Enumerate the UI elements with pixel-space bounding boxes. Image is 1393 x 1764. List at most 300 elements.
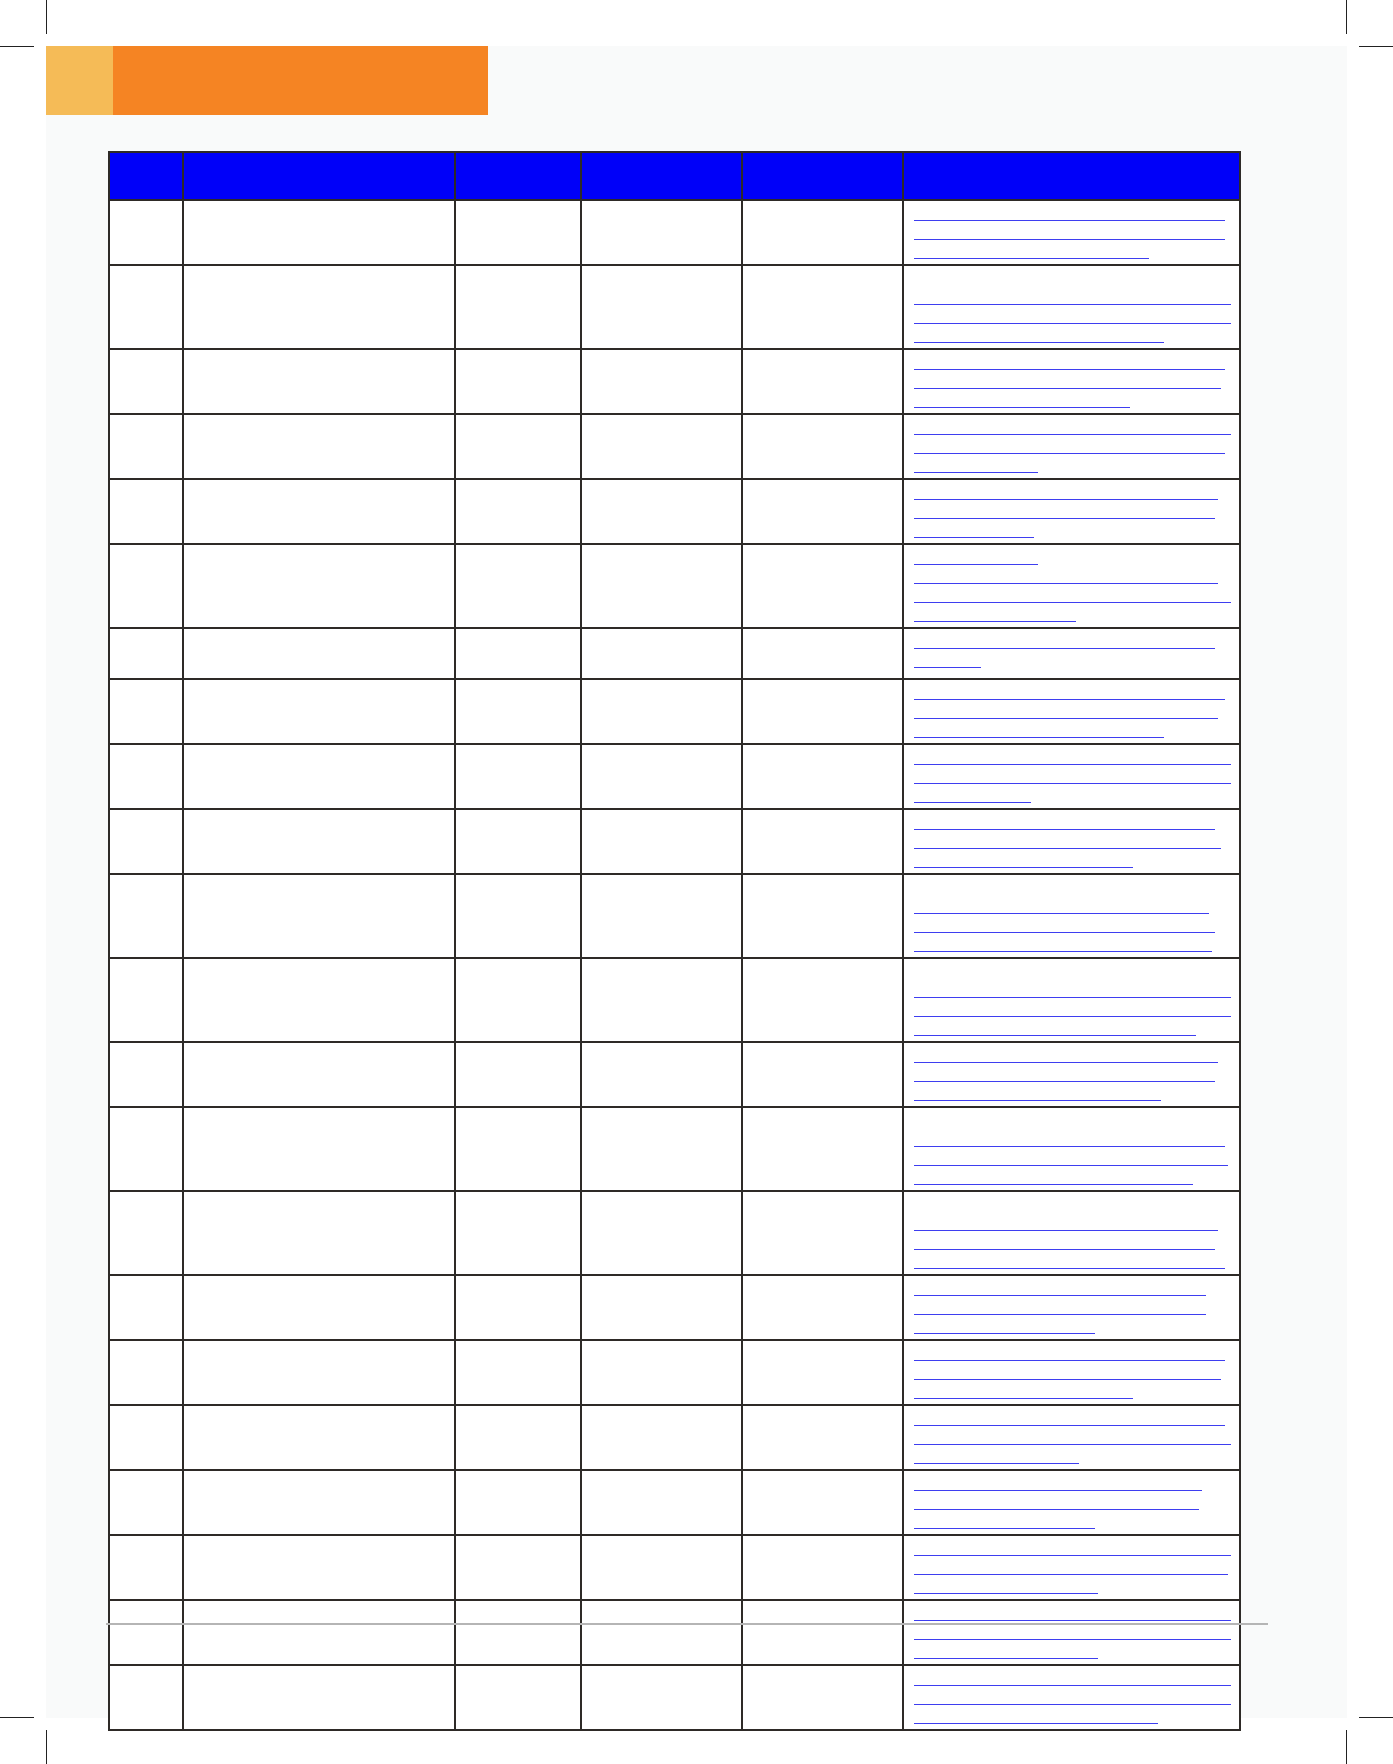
table-cell [742,1275,903,1340]
link-underline [914,802,1031,803]
table-cell [455,874,581,958]
crop-mark [1346,0,1347,34]
link-cell[interactable] [903,744,1240,809]
link-cell[interactable] [903,1340,1240,1405]
link-underline [914,304,1231,305]
table-cell [455,1535,581,1600]
hyperlink[interactable] [914,505,1229,524]
document-page [46,46,1347,1718]
hyperlink[interactable] [914,375,1229,394]
hyperlink[interactable] [914,329,1229,348]
table-cell [183,1191,455,1275]
hyperlink[interactable] [914,356,1229,375]
table-cell [581,200,742,265]
hyperlink[interactable] [914,608,1229,627]
table-cell [742,1107,903,1191]
hyperlink[interactable] [914,1068,1229,1087]
hyperlink[interactable] [914,1645,1229,1664]
hyperlink[interactable] [914,459,1229,478]
table-cell [742,200,903,265]
link-underline [914,951,1212,952]
hyperlink[interactable] [914,1320,1229,1339]
table-cell [109,1275,183,1340]
table-row [109,200,1240,265]
column-header [903,152,1240,200]
hyperlink[interactable] [914,1477,1229,1496]
hyperlink[interactable] [914,1412,1229,1431]
hyperlink[interactable] [914,1385,1229,1404]
hyperlink[interactable] [914,1561,1229,1580]
crop-mark [0,46,34,47]
table-cell [109,1042,183,1107]
link-underline [914,323,1231,324]
link-underline [914,369,1225,370]
table-cell [183,479,455,544]
link-cell[interactable] [903,1600,1240,1665]
table-cell [109,479,183,544]
table-cell [455,349,581,414]
table-cell [109,1600,183,1665]
hyperlink[interactable] [914,835,1229,854]
table-cell [183,1405,455,1470]
link-underline [914,932,1215,933]
table-cell [109,349,183,414]
table-cell [183,1600,455,1665]
hyperlink[interactable] [914,291,1229,310]
table-cell [109,1107,183,1191]
section-header-bar [46,46,488,115]
table-cell [742,1665,903,1730]
table-cell [455,200,581,265]
table-cell [183,679,455,744]
link-underline [914,537,1034,538]
link-underline [914,1658,1098,1659]
table-cell [455,1107,581,1191]
table-cell [183,1107,455,1191]
hyperlink [914,1198,1229,1217]
hyperlink[interactable] [914,1347,1229,1366]
hyperlink[interactable] [914,1087,1229,1106]
table-cell [183,265,455,349]
link-underline [914,1230,1218,1231]
link-cell[interactable] [903,349,1240,414]
table-cell [581,874,742,958]
link-underline [914,1314,1206,1315]
hyperlink[interactable] [914,1496,1229,1515]
hyperlink[interactable] [914,570,1229,589]
table-cell [183,349,455,414]
hyperlink[interactable] [914,900,1229,919]
table-row [109,414,1240,479]
hyperlink[interactable] [914,919,1229,938]
table-cell [183,414,455,479]
table-row [109,628,1240,679]
link-cell[interactable] [903,544,1240,628]
link-cell[interactable] [903,414,1240,479]
link-cell[interactable] [903,679,1240,744]
table-row [109,1275,1240,1340]
link-cell[interactable] [903,479,1240,544]
table-cell [183,958,455,1042]
link-underline [914,737,1164,738]
hyperlink[interactable] [914,654,1229,673]
link-underline [914,1379,1221,1380]
link-cell[interactable] [903,1405,1240,1470]
hyperlink[interactable] [914,1282,1229,1301]
link-underline [914,1704,1231,1705]
link-underline [914,388,1221,389]
link-underline [914,518,1215,519]
table-cell [455,744,581,809]
link-underline [914,1444,1231,1445]
table-cell [742,1470,903,1535]
table-cell [109,744,183,809]
link-underline [914,1184,1193,1185]
table-cell [455,1600,581,1665]
table-cell [581,1340,742,1405]
table-cell [581,544,742,628]
table-cell [581,1191,742,1275]
hyperlink[interactable] [914,440,1229,459]
link-underline [914,602,1231,603]
table-cell [581,1275,742,1340]
link-underline [914,1295,1206,1296]
hyperlink[interactable] [914,751,1229,770]
table-cell [581,1405,742,1470]
link-underline [914,1333,1095,1334]
column-header [183,152,455,200]
table-cell [742,265,903,349]
hyperlink[interactable] [914,310,1229,329]
crop-mark [0,1717,34,1718]
link-underline [914,997,1231,998]
link-underline [914,1490,1202,1491]
table-cell [581,1535,742,1600]
link-underline [914,1081,1215,1082]
table-cell [581,1042,742,1107]
hyperlink[interactable] [914,816,1229,835]
link-underline [914,667,981,668]
table-cell [109,809,183,874]
link-underline [914,1165,1228,1166]
column-header [581,152,742,200]
hyperlink[interactable] [914,1515,1229,1534]
hyperlink[interactable] [914,705,1229,724]
link-underline [914,1509,1199,1510]
table-cell [581,679,742,744]
link-underline [914,1035,1196,1036]
table-cell [455,679,581,744]
table-cell [109,1191,183,1275]
hyperlink[interactable] [914,1626,1229,1645]
table-cell [183,200,455,265]
table-row [109,479,1240,544]
link-underline [914,1146,1225,1147]
link-underline [914,1639,1231,1640]
hyperlink[interactable] [914,524,1229,543]
table-cell [109,679,183,744]
table-cell [742,874,903,958]
table-cell [742,1340,903,1405]
link-underline [914,718,1218,719]
hyperlink[interactable] [914,394,1229,413]
hyperlink[interactable] [914,1171,1229,1190]
table-cell [455,479,581,544]
table-cell [455,1042,581,1107]
resource-table [108,151,1241,1731]
table-row [109,1535,1240,1600]
table-cell [581,1470,742,1535]
table-cell [742,349,903,414]
table-cell [581,349,742,414]
link-cell[interactable] [903,1191,1240,1275]
link-underline [914,239,1225,240]
table-row [109,1665,1240,1730]
link-underline [914,1574,1228,1575]
hyperlink[interactable] [914,770,1229,789]
table-cell [581,958,742,1042]
table-cell [455,1275,581,1340]
hyperlink[interactable] [914,635,1229,654]
table-row [109,349,1240,414]
table-row [109,958,1240,1042]
hyperlink[interactable] [914,1431,1229,1450]
link-underline [914,913,1209,914]
table-cell [742,628,903,679]
link-underline [914,407,1130,408]
link-underline [914,1555,1231,1556]
link-underline [914,564,1038,565]
link-cell[interactable] [903,1042,1240,1107]
link-underline [914,342,1164,343]
table-cell [455,265,581,349]
hyperlink[interactable] [914,1366,1229,1385]
link-underline [914,699,1225,700]
link-underline [914,434,1231,435]
table-cell [581,744,742,809]
table-cell [109,1405,183,1470]
link-cell[interactable] [903,1275,1240,1340]
link-underline [914,1593,1098,1594]
table-cell [581,1665,742,1730]
table-cell [742,1405,903,1470]
table-cell [742,479,903,544]
table-cell [742,958,903,1042]
table-cell [183,628,455,679]
hyperlink[interactable] [914,226,1229,245]
resource-table-container [108,151,1239,1731]
hyperlink[interactable] [914,1301,1229,1320]
link-cell[interactable] [903,1535,1240,1600]
table-cell [183,1535,455,1600]
table-cell [742,1191,903,1275]
table-cell [183,1340,455,1405]
hyperlink[interactable] [914,1049,1229,1068]
table-cell [455,628,581,679]
link-underline [914,764,1231,765]
table-cell [455,1470,581,1535]
column-header [455,152,581,200]
table-cell [109,628,183,679]
table-cell [742,1042,903,1107]
table-cell [109,958,183,1042]
column-header [109,152,183,200]
hyperlink[interactable] [914,421,1229,440]
hyperlink [914,881,1229,900]
hyperlink[interactable] [914,1152,1229,1171]
link-underline [914,1268,1225,1269]
table-cell [183,1665,455,1730]
table-row [109,1600,1240,1665]
table-cell [581,479,742,544]
link-underline [914,472,1038,473]
link-underline [914,1398,1133,1399]
link-cell[interactable] [903,874,1240,958]
link-underline [914,220,1225,221]
table-cell [109,1470,183,1535]
hyperlink[interactable] [914,1691,1229,1710]
crop-mark [1346,1730,1347,1764]
link-underline [914,1360,1225,1361]
table-cell [455,1405,581,1470]
table-row [109,544,1240,628]
link-underline [914,621,1076,622]
table-cell [183,1470,455,1535]
table-row [109,1470,1240,1535]
link-cell[interactable] [903,958,1240,1042]
table-cell [742,1600,903,1665]
table-body [109,200,1240,1730]
table-cell [109,414,183,479]
crop-mark [46,1730,47,1764]
table-row [109,809,1240,874]
table-cell [581,628,742,679]
hyperlink[interactable] [914,724,1229,743]
hyperlink [914,965,1229,984]
hyperlink[interactable] [914,551,1229,570]
footer-divider [106,1623,1268,1625]
hyperlink[interactable] [914,1542,1229,1561]
table-cell [455,414,581,479]
link-underline [914,1620,1231,1621]
table-cell [455,809,581,874]
hyperlink[interactable] [914,1672,1229,1691]
hyperlink[interactable] [914,854,1229,873]
hyperlink[interactable] [914,1255,1229,1274]
hyperlink[interactable] [914,686,1229,705]
link-underline [914,867,1133,868]
crop-mark [1359,1717,1393,1718]
table-cell [742,809,903,874]
table-cell [183,874,455,958]
table-cell [183,1042,455,1107]
table-row [109,1340,1240,1405]
table-cell [455,1191,581,1275]
table-row [109,744,1240,809]
table-header-row [109,152,1240,200]
table-cell [109,1340,183,1405]
table-cell [742,679,903,744]
link-cell[interactable] [903,809,1240,874]
table-cell [183,809,455,874]
table-cell [109,1535,183,1600]
hyperlink[interactable] [914,1450,1229,1469]
hyperlink[interactable] [914,1710,1229,1729]
table-cell [183,744,455,809]
link-cell[interactable] [903,1665,1240,1730]
link-underline [914,1100,1161,1101]
crop-mark [1359,46,1393,47]
hyperlink[interactable] [914,1003,1229,1022]
link-underline [914,258,1149,259]
crop-mark [46,0,47,34]
table-cell [109,265,183,349]
link-cell[interactable] [903,628,1240,679]
table-cell [455,544,581,628]
link-underline [914,1528,1095,1529]
table-cell [581,265,742,349]
header-accent-block [46,46,113,115]
table-row [109,1042,1240,1107]
table-row [109,1191,1240,1275]
link-cell[interactable] [903,200,1240,265]
hyperlink[interactable] [914,1022,1229,1041]
hyperlink[interactable] [914,984,1229,1003]
hyperlink[interactable] [914,1217,1229,1236]
link-cell[interactable] [903,1107,1240,1191]
hyperlink[interactable] [914,245,1229,264]
link-underline [914,453,1225,454]
link-underline [914,1062,1218,1063]
link-cell[interactable] [903,1470,1240,1535]
hyperlink[interactable] [914,1580,1229,1599]
table-cell [742,414,903,479]
header-title-bar [113,46,488,115]
link-cell[interactable] [903,265,1240,349]
table-cell [109,200,183,265]
link-underline [914,583,1218,584]
hyperlink[interactable] [914,589,1229,608]
table-cell [742,744,903,809]
hyperlink[interactable] [914,207,1229,226]
table-row [109,265,1240,349]
table-cell [109,1665,183,1730]
link-underline [914,829,1215,830]
link-underline [914,1425,1225,1426]
link-underline [914,1249,1215,1250]
table-row [109,1405,1240,1470]
hyperlink [914,1114,1229,1133]
hyperlink[interactable] [914,1133,1229,1152]
table-cell [455,1340,581,1405]
hyperlink[interactable] [914,486,1229,505]
table-cell [581,1600,742,1665]
table-cell [742,544,903,628]
link-underline [914,1685,1231,1686]
hyperlink[interactable] [914,789,1229,808]
table-row [109,679,1240,744]
hyperlink[interactable] [914,938,1229,957]
table-cell [183,1275,455,1340]
table-cell [581,414,742,479]
table-cell [742,1535,903,1600]
table-cell [455,1665,581,1730]
link-underline [914,1016,1231,1017]
hyperlink[interactable] [914,1236,1229,1255]
table-row [109,1107,1240,1191]
column-header [742,152,903,200]
link-underline [914,1463,1079,1464]
